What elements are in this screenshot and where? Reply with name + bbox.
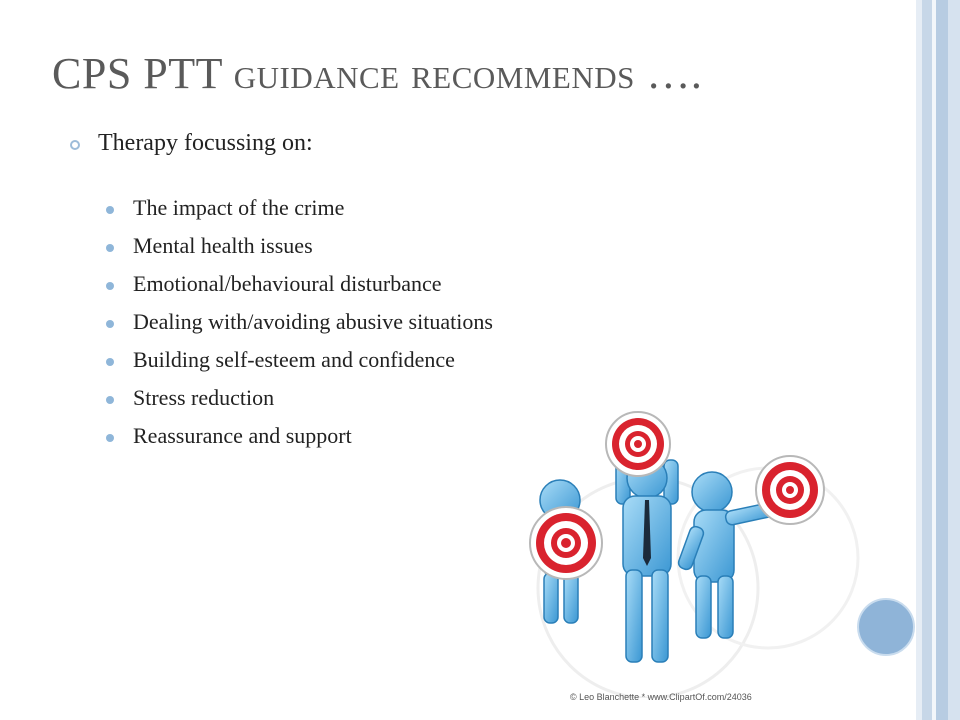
dot-bullet-icon — [106, 434, 114, 442]
list-item-text: Building self-esteem and confidence — [133, 347, 455, 372]
list-item-text: Reassurance and support — [133, 423, 352, 448]
ring-bullet-icon — [70, 140, 80, 150]
intro-text: Therapy focussing on: — [98, 130, 313, 156]
target-icon — [756, 456, 824, 524]
list-item-text: Stress reduction — [133, 385, 275, 410]
dot-bullet-icon — [106, 206, 114, 214]
middle-figure — [606, 412, 678, 662]
stripe-decoration — [916, 0, 960, 720]
target-icon — [606, 412, 670, 476]
circle-decoration — [857, 598, 915, 656]
dot-bullet-icon — [106, 282, 114, 290]
stripe-2 — [922, 0, 932, 720]
list-item-text: Dealing with/avoiding abusive situations — [133, 309, 493, 334]
left-figure — [530, 480, 602, 623]
dot-bullet-icon — [106, 358, 114, 366]
stripe-5 — [948, 0, 960, 720]
dot-bullet-icon — [106, 320, 114, 328]
stripe-4 — [936, 0, 948, 720]
target-icon — [530, 507, 602, 579]
clipart-credit: © Leo Blanchette * www.ClipartOf.com/24036 — [570, 692, 752, 702]
list-item-text: Emotional/behavioural disturbance — [133, 271, 442, 296]
list-item-text: The impact of the crime — [133, 195, 345, 220]
people-with-targets-clipart — [498, 408, 878, 698]
list-item-text: Mental health issues — [133, 233, 313, 258]
dot-bullet-icon — [106, 396, 114, 404]
slide-title: CPS PTT guidance recommends …. — [52, 49, 703, 98]
dot-bullet-icon — [106, 244, 114, 252]
